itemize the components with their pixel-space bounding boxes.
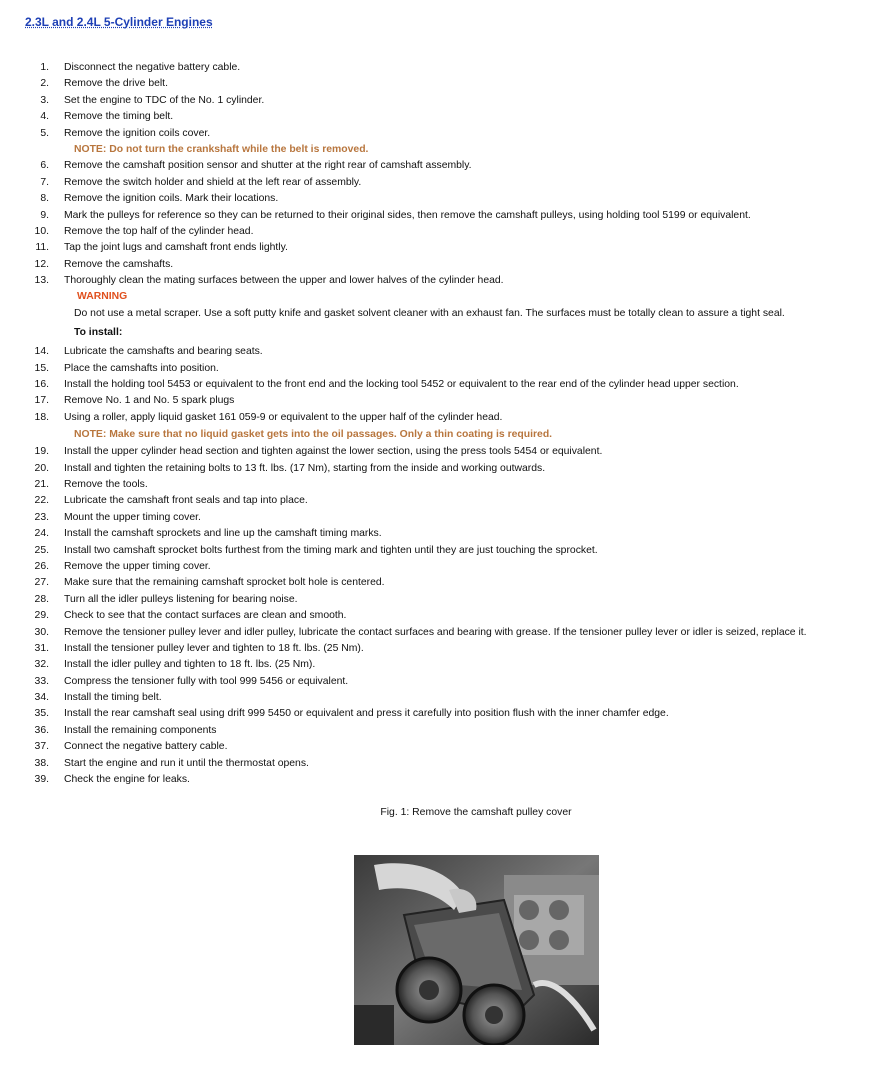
step-number: 20. — [34, 462, 49, 474]
step-number: 27. — [34, 577, 49, 589]
note-text: NOTE: Do not turn the crankshaft while the belt is removed. — [74, 143, 369, 155]
step-item — [0, 208, 881, 224]
step-number: 1. — [40, 62, 49, 73]
step-number: 7. — [40, 176, 49, 188]
note-row — [0, 426, 881, 444]
step-number: 16. — [34, 379, 49, 391]
step-text: Remove No. 1 and No. 5 spark plugs — [64, 395, 235, 407]
step-text: Install the timing belt. — [64, 692, 162, 704]
step-text: Turn all the idler pulleys listening for bearing noise. — [64, 593, 298, 605]
step-item — [0, 461, 881, 477]
step-number: 6. — [40, 160, 49, 172]
step-text: Install the tensioner pulley lever and tighten to 18 ft. lbs. (25 Nm). — [64, 642, 364, 654]
step-number: 4. — [40, 111, 49, 123]
step-number: 2. — [40, 78, 49, 90]
step-item — [0, 191, 881, 207]
step-text: Remove the camshafts. — [64, 258, 174, 270]
step-number: 3. — [40, 94, 49, 106]
step-item — [0, 723, 881, 739]
step-item — [0, 493, 881, 509]
step-number: 14. — [34, 346, 49, 358]
step-text: Connect the negative battery cable. — [64, 741, 228, 753]
step-text: Compress the tensioner fully with tool 999 5456 or equivalent. — [64, 675, 349, 687]
step-number: 25. — [34, 544, 49, 556]
step-item — [0, 575, 881, 591]
step-text: Remove the ignition coils cover. — [64, 127, 211, 139]
step-item — [0, 93, 881, 109]
note-text: NOTE: Make sure that no liquid gasket gets into the oil passages. Only a thin coating is required. — [74, 429, 553, 441]
step-text: Check to see that the contact surfaces are clean and smooth. — [64, 610, 347, 622]
step-text: Remove the upper timing cover. — [64, 560, 211, 572]
warning-text: Do not use a metal scraper. Use a soft putty knife and gasket solvent cleaner with an exhaust fan. The surfaces must be totally clean to assure a tight seal. — [74, 307, 785, 319]
step-item — [0, 444, 881, 460]
step-item — [0, 543, 881, 559]
procedure-steps — [0, 60, 881, 788]
step-item — [0, 126, 881, 142]
step-item — [0, 739, 881, 755]
step-item — [0, 608, 881, 624]
step-number: 11. — [35, 242, 49, 254]
step-text: Mount the upper timing cover. — [64, 511, 201, 523]
step-number: 26. — [34, 560, 49, 572]
step-item — [0, 344, 881, 360]
step-item — [0, 76, 881, 92]
step-item — [0, 690, 881, 706]
page-title[interactable]: 2.3L and 2.4L 5-Cylinder Engines — [25, 15, 213, 29]
step-text: Check the engine for leaks. — [64, 774, 190, 786]
step-text: Install the rear camshaft seal using drift 999 5450 or equivalent and press it carefully into position flush with the inner chamfer edge. — [64, 708, 669, 720]
step-item — [0, 109, 881, 125]
engine-photo — [354, 855, 599, 1045]
step-number: 19. — [34, 446, 49, 458]
step-text: Install the upper cylinder head section and tighten against the lower section, using the press tools 5454 or equivalent. — [64, 446, 603, 458]
step-number: 18. — [34, 411, 49, 423]
step-text: Set the engine to TDC of the No. 1 cylinder. — [64, 94, 265, 106]
step-text: Place the camshafts into position. — [64, 362, 219, 374]
step-text: Disconnect the negative battery cable. — [64, 62, 241, 73]
step-text: Remove the switch holder and shield at the left rear of assembly. — [64, 176, 362, 188]
step-number: 13. — [34, 275, 49, 287]
step-item — [0, 510, 881, 526]
step-number: 28. — [34, 593, 49, 605]
warning-text-row — [0, 306, 881, 322]
step-item — [0, 772, 881, 788]
step-item — [0, 60, 881, 76]
step-item — [0, 240, 881, 256]
step-item — [0, 592, 881, 608]
step-text: Remove the timing belt. — [64, 111, 174, 123]
step-number: 35. — [34, 708, 49, 720]
step-number: 21. — [34, 478, 49, 490]
step-item — [0, 361, 881, 377]
step-number: 15. — [34, 362, 49, 374]
step-item — [0, 273, 881, 289]
step-number: 34. — [34, 692, 49, 704]
step-text: Mark the pulleys for reference so they can be returned to their original sides, then remove the camshaft pulleys, using holding tool 5199 or equivalent. — [64, 209, 751, 221]
note-row — [0, 142, 881, 158]
step-text: Remove the drive belt. — [64, 78, 168, 90]
step-item — [0, 377, 881, 393]
step-text: Tap the joint lugs and camshaft front ends lightly. — [64, 242, 288, 254]
step-number: 24. — [34, 528, 49, 540]
step-number: 22. — [34, 495, 49, 507]
step-text: Using a roller, apply liquid gasket 161 059-9 or equivalent to the upper half of the cylinder head. — [64, 411, 503, 423]
step-item — [0, 158, 881, 174]
step-item — [0, 393, 881, 409]
step-item — [0, 657, 881, 673]
step-text: Lubricate the camshaft front seals and tap into place. — [64, 495, 308, 507]
step-item — [0, 625, 881, 641]
step-item — [0, 756, 881, 772]
step-number: 31. — [34, 642, 49, 654]
step-text: Install the idler pulley and tighten to 18 ft. lbs. (25 Nm). — [64, 659, 316, 671]
warning-heading: WARNING — [77, 291, 128, 303]
step-number: 23. — [34, 511, 49, 523]
step-number: 39. — [34, 774, 49, 786]
step-item — [0, 224, 881, 240]
step-item — [0, 257, 881, 273]
step-text: Install the remaining components — [64, 724, 217, 736]
step-item — [0, 526, 881, 542]
step-text: Remove the tools. — [64, 478, 148, 490]
step-number: 8. — [40, 193, 49, 205]
step-text: Install two camshaft sprocket bolts furthest from the timing mark and tighten until they are just touching the sprocket. — [64, 544, 598, 556]
step-number: 29. — [34, 610, 49, 622]
step-text: Install the holding tool 5453 or equivalent to the front end and the locking tool 5452 or equivalent to the rear end of the cylinder head upper section. — [64, 379, 739, 391]
step-number: 30. — [34, 626, 49, 638]
step-item — [0, 559, 881, 575]
figure-caption: Fig. 1: Remove the camshaft pulley cover — [380, 807, 572, 818]
install-heading-row — [0, 322, 881, 344]
step-item — [0, 706, 881, 722]
step-number: 9. — [40, 209, 49, 221]
step-item — [0, 477, 881, 493]
step-text: Install the camshaft sprockets and line up the camshaft timing marks. — [64, 528, 382, 540]
step-number: 17. — [34, 395, 49, 407]
step-text: Start the engine and run it until the thermostat opens. — [64, 757, 309, 769]
install-heading: To install: — [74, 327, 123, 339]
step-text: Remove the tensioner pulley lever and idler pulley, lubricate the contact surfaces and bearing with grease. If the tensioner pulley lever or idler is seized, replace it. — [64, 626, 807, 638]
step-number: 10. — [34, 225, 49, 237]
step-number: 32. — [34, 659, 49, 671]
step-number: 36. — [34, 724, 49, 736]
step-item — [0, 175, 881, 191]
step-item — [0, 674, 881, 690]
step-number: 12. — [34, 258, 49, 270]
step-item — [0, 410, 881, 426]
step-number: 5. — [40, 127, 49, 139]
step-text: Remove the ignition coils. Mark their locations. — [64, 193, 279, 205]
step-text: Remove the camshaft position sensor and shutter at the right rear of camshaft assembly. — [64, 160, 472, 172]
step-item — [0, 641, 881, 657]
step-text: Thoroughly clean the mating surfaces between the upper and lower halves of the cylinder head. — [64, 275, 504, 287]
step-number: 38. — [34, 757, 49, 769]
step-number: 33. — [34, 675, 49, 687]
step-text: Install and tighten the retaining bolts to 13 ft. lbs. (17 Nm), starting from the inside and working outwards. — [64, 462, 546, 474]
step-text: Lubricate the camshafts and bearing seats. — [64, 346, 263, 358]
step-text: Remove the top half of the cylinder head. — [64, 225, 254, 237]
step-text: Make sure that the remaining camshaft sprocket bolt hole is centered. — [64, 577, 385, 589]
step-number: 37. — [34, 741, 49, 753]
warning-heading-row — [0, 289, 881, 305]
